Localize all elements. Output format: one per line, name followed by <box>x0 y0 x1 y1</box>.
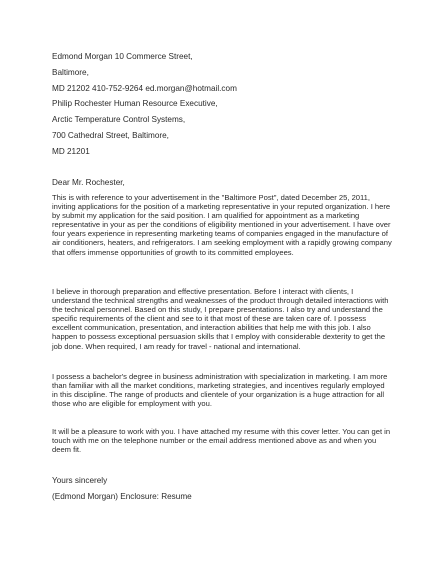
recipient-street: 700 Cathedral Street, Baltimore, <box>52 131 169 140</box>
body-paragraph-3: I possess a bachelor's degree in business administration with specialization in marketing. I am more than familiar with all the market conditions, marketing strategies, and incentives regularly employed in this discipline. The range of products and clientele of your organization is a huge attraction for all those who are eligible for employment with you. <box>52 372 388 409</box>
closing: Yours sincerely <box>52 476 108 485</box>
recipient-state-zip: MD 21201 <box>52 147 90 156</box>
salutation: Dear Mr. Rochester, <box>52 178 125 187</box>
sender-name-street: Edmond Morgan 10 Commerce Street, <box>52 52 193 61</box>
recipient-name-title: Philip Rochester Human Resource Executive, <box>52 99 218 108</box>
body-paragraph-4: It will be a pleasure to work with you. I have attached my resume with this cover letter. You can get in touch with me on the telephone number or the email address mentioned above as and when you deem fit. <box>52 427 391 455</box>
body-paragraph-1: This is with reference to your advertisement in the "Baltimore Post", dated December 25, 2011, inviting applications for the position of a marketing representative in your reputed organization. I here by submit my application for the said position. I am qualified for appointment as a marketing representative in your as per the conditions of eligibility mentioned in your advertisement. I have over four years experience in representing marketing teams of companies engaged in the manufacture of air conditioners, heaters, and refrigerators. I am seeking employment with a rapidly growing company that offers immense opportunities of growth to its committed employees. <box>52 193 392 257</box>
sender-state-phone-email: MD 21202 410-752-9264 ed.morgan@hotmail.com <box>52 84 237 93</box>
recipient-company: Arctic Temperature Control Systems, <box>52 115 186 124</box>
body-paragraph-2: I believe in thorough preparation and effective presentation. Before I interact with clients, I understand the technical strengths and weaknesses of the product through detailed interactions with the technical personnel. Based on this study, I prepare presentations. I also try and understand the specific requirements of the client and see to it that most of these are taken care of. I possess excellent communication, presentation, and interaction abilities that help me with this job. I also happen to possess exceptional persuasion skills that I employ with considerable dexterity to get the job done. When required, I am ready for travel - national and international. <box>52 287 389 351</box>
signature-enclosure: (Edmond Morgan) Enclosure: Resume <box>52 492 192 501</box>
sender-city: Baltimore, <box>52 68 89 77</box>
